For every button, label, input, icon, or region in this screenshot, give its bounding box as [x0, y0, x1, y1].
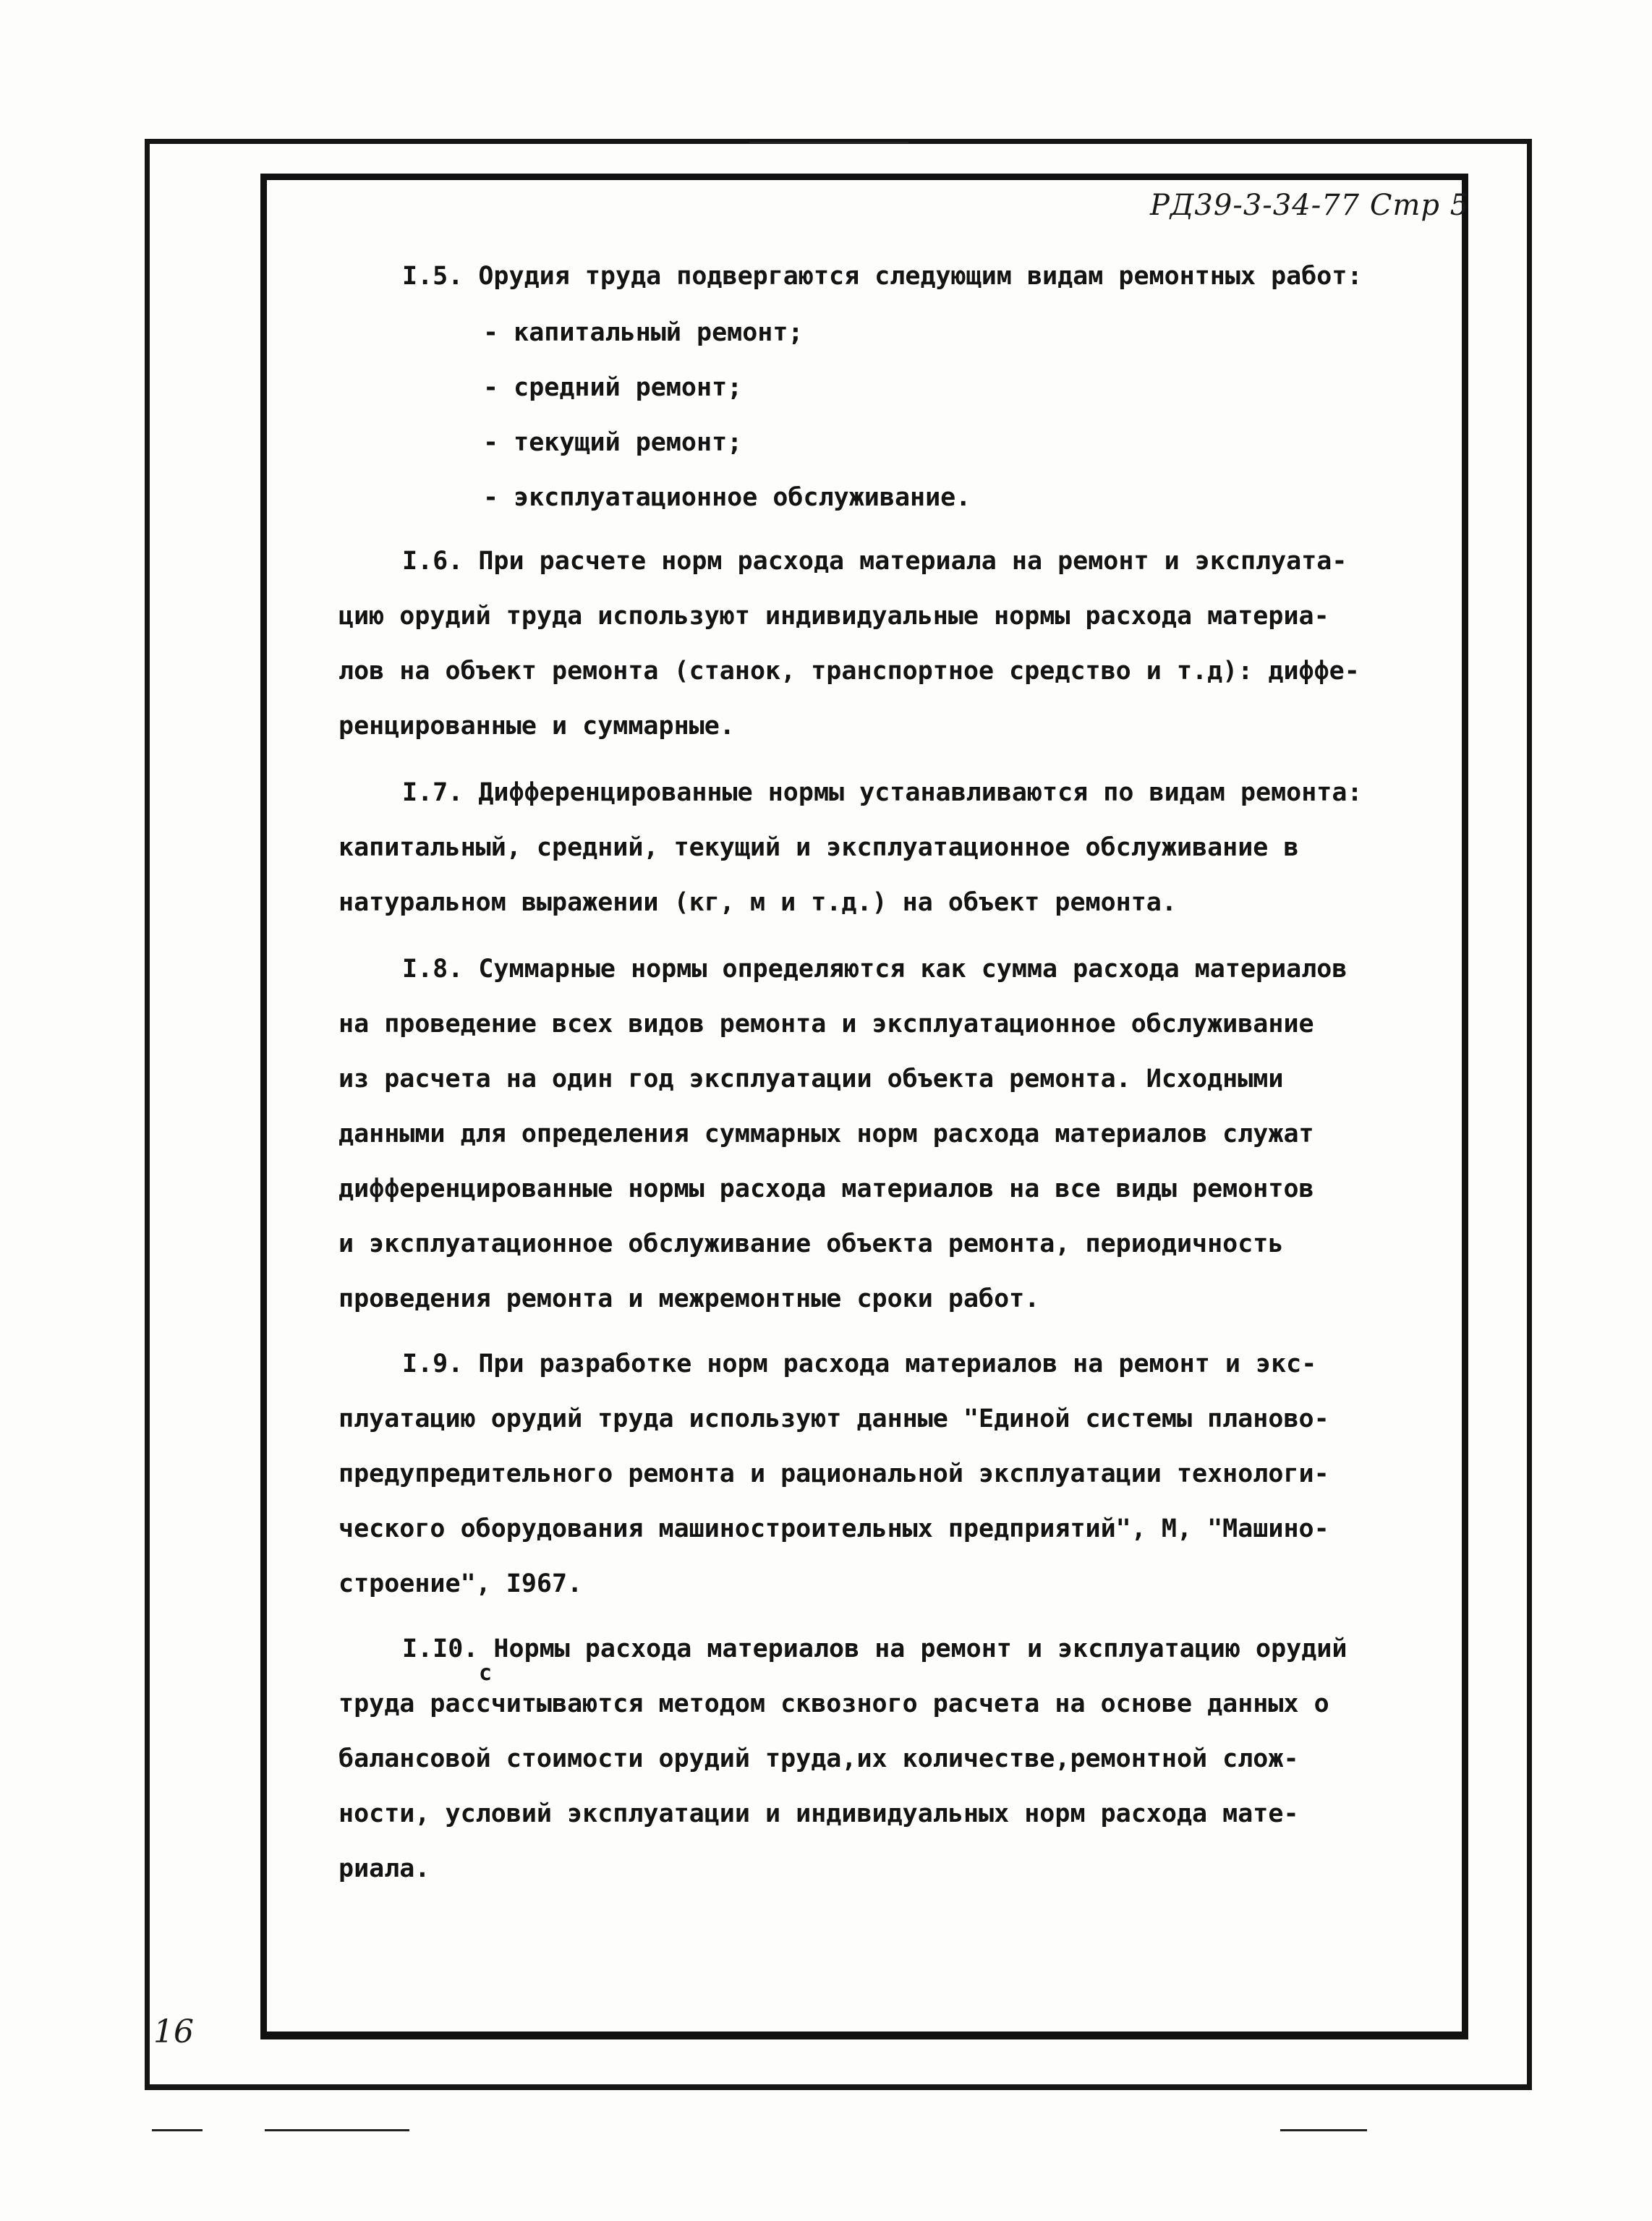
- paragraph-line: предупредительного ремонта и рациональной эксплуатации технологи-: [339, 1459, 1329, 1488]
- paragraph-line: капитальный, средний, текущий и эксплуатационное обслуживание в: [339, 833, 1299, 862]
- paragraph-line: I.7. Дифференцированные нормы устанавливаются по видам ремонта:: [402, 778, 1363, 807]
- scan-mark: [1280, 2129, 1367, 2131]
- page-number: 16: [153, 2013, 194, 2050]
- paragraph-line: I.8. Суммарные нормы определяются как сумма расхода материалов: [402, 955, 1347, 984]
- handwritten-correction-letter: с: [479, 1661, 493, 1686]
- scan-mark: [152, 2129, 203, 2131]
- list-item: - эксплуатационное обслуживание.: [483, 483, 971, 512]
- paragraph-line: ности, условий эксплуатации и индивидуальных норм расхода мате-: [339, 1799, 1299, 1828]
- paragraph-line: I.9. При разработке норм расхода материалов на ремонт и экс-: [402, 1350, 1317, 1378]
- paragraph-line: и эксплуатационное обслуживание объекта ремонта, периодичность: [339, 1229, 1284, 1258]
- list-item: - текущий ремонт;: [483, 428, 743, 457]
- scan-mark: [749, 142, 908, 143]
- paragraph-line: балансовой стоимости орудий труда,их количестве,ремонтной слож-: [339, 1744, 1299, 1773]
- paragraph-line: I.I0. Нормы расхода материалов на ремонт и эксплуатацию орудий: [402, 1634, 1347, 1663]
- paragraph-line: из расчета на один год эксплуатации объекта ремонта. Исходными: [339, 1065, 1284, 1094]
- paragraph-line: плуатацию орудий труда используют данные "Единой системы планово-: [339, 1404, 1329, 1433]
- paragraph-line: ческого оборудования машиностроительных предприятий", М, "Машино-: [339, 1514, 1329, 1543]
- list-item: - средний ремонт;: [483, 373, 743, 402]
- paragraph-line: риала.: [339, 1854, 430, 1883]
- paragraph-line: данными для определения суммарных норм расхода материалов служат: [339, 1120, 1314, 1148]
- paragraph-line: строение", I967.: [339, 1569, 583, 1598]
- paragraph-line: проведения ремонта и межремонтные сроки работ.: [339, 1284, 1040, 1313]
- paragraph-line: дифференцированные нормы расхода материалов на все виды ремонтов: [339, 1175, 1314, 1203]
- paragraph-line: I.5. Орудия труда подвергаются следующим видам ремонтных работ:: [402, 262, 1363, 291]
- paragraph-line: труда рассчитываются методом сквозного расчета на основе данных о: [339, 1689, 1329, 1718]
- document-code-header: РД39-3-34-77 Стр 5: [1150, 189, 1470, 222]
- paragraph-line: натуральном выражении (кг, м и т.д.) на объект ремонта.: [339, 888, 1177, 917]
- paragraph-line: ренцированные и суммарные.: [339, 712, 735, 741]
- scan-mark: [265, 2129, 409, 2131]
- paragraph-line: на проведение всех видов ремонта и эксплуатационное обслуживание: [339, 1010, 1314, 1039]
- paragraph-line: цию орудий труда используют индивидуальные нормы расхода материа-: [339, 602, 1329, 631]
- paragraph-line: лов на объект ремонта (станок, транспортное средство и т.д): диффе-: [339, 657, 1360, 686]
- list-item: - капитальный ремонт;: [483, 318, 804, 347]
- paragraph-line: I.6. При расчете норм расхода материала на ремонт и эксплуата-: [402, 547, 1347, 576]
